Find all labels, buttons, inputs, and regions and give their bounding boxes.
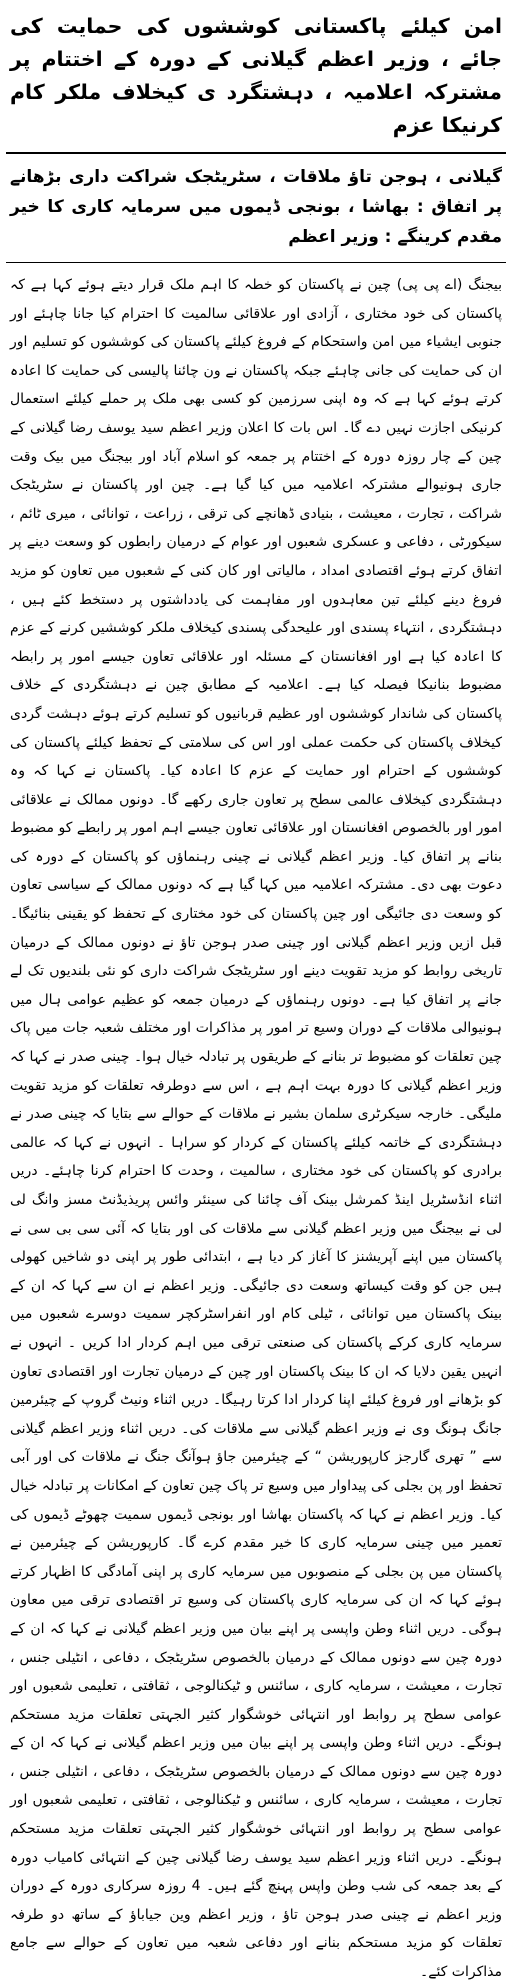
headline-divider [6,152,506,154]
article-body: بیجنگ (اے پی پی) چین نے پاکستان کو خطہ کا اہم ملک قرار دیتے ہوئے کہا ہے کہ پاکستان کی خود مختاری ، آزادی اور علاقائی سالمیت کا احترام کیا جانا چاہئے اور جنوبی ایشیاء میں امن واستحکام کے فروغ کیلئے پاکستان کی کوششوں کو تسلیم اور ان کی حمایت کی جانی چاہئے جبکہ پاکستان نے ون چائنا پالیسی کی حمایت کا اعادہ کرتے ہوئے کہا ہے کہ وہ اپنی سرزمین کو کسی بھی ملک پر حملے کیلئے استعمال کرنیکی اجازت نہیں دے گا۔ اس بات کا اعلان وزیر اعظم سید یوسف رضا گیلانی کے چین کے چار روزہ دورہ کے اختتام پر جمعہ کو اسلام آباد اور بیجنگ میں بیک وقت جاری ہونیوالے مشترکہ اعلامیہ میں کیا گیا ہے۔ چین اور پاکستان نے سٹریٹجک شراکت ، تجارت ، معیشت ، بنیادی ڈھانچے کی ترقی ، زراعت ، توانائی ، میری ٹائم ، سیکورٹی ، دفاعی و عسکری شعبوں اور عوام کے درمیان رابطوں کو وسعت دینے پر اتفاق کرتے ہوئے اقتصادی امداد ، مالیاتی اور کان کنی کے شعبوں میں تعاون کو مزید فروغ دینے کیلئے تین معاہدوں اور مفاہمت کی یادداشتوں پر دستخط کئے ہیں ، دہشتگردی ، انتہاء پسندی اور علیحدگی پسندی کیخلاف ملکر کوششیں کرنے کے عزم کا اعادہ کیا ہے اور افغانستان کے مسئلہ اور علاقائی تعاون جیسے امور پر رابطہ مضبوط بنانیکا فیصلہ کیا ہے۔ اعلامیہ کے مطابق چین نے دہشتگردی کے خلاف پاکستان کی شاندار کوششوں اور عظیم قربانیوں کو تسلیم کرتے ہوئے دہشت گردی کیخلاف پاکستان کی حکمت عملی اور اس کی سلامتی کے تحفظ کیلئے پاکستان کی کوششوں کے احترام اور حمایت کے عزم کا اعادہ کیا۔ پاکستان نے کہا کہ وہ دہشتگردی کیخلاف عالمی سطح پر تعاون جاری رکھے گا۔ دونوں ممالک نے علاقائی امور اور بالخصوص افغانستان اور علاقائی تعاون جیسے اہم امور پر رابطے کو مضبوط بنانے پر اتفاق کیا۔ وزیر اعظم گیلانی نے چینی رہنماؤں کو پاکستان کے دورہ کی دعوت بھی دی۔ مشترکہ اعلامیہ میں کہا گیا ہے کہ دونوں ممالک کے سیاسی تعاون کو وسعت دی جائیگی اور چین پاکستان کی خود مختاری کے تحفظ کو یقینی بنائیگا۔ قبل ازیں وزیر اعظم گیلانی اور چینی صدر ہوجن تاؤ نے دونوں ممالک کے درمیان تاریخی روابط کو مزید تقویت دینے اور سٹریٹجک شراکت داری کو نئی بلندیوں تک لے جانے پر اتفاق کیا ہے۔ دونوں رہنماؤں کے درمیان جمعہ کو عظیم عوامی ہال میں ہونیوالی ملاقات کے دوران وسیع تر امور پر مذاکرات اور مختلف شعبہ جات میں پاک چین تعلقات کو مضبوط تر بنانے کے طریقوں پر تبادلہ خیال ہوا۔ چینی صدر نے کہا کہ وزیر اعظم گیلانی کا دورہ بہت اہم ہے ، اس سے دوطرفہ تعلقات کو مزید تقویت ملیگی۔ خارجہ سیکرٹری سلمان بشیر نے ملاقات کے حوالے سے بتایا کہ چینی صدر نے دہشتگردی کے خاتمہ کیلئے پاکستان کے کردار کو سراہا ۔ انہوں نے کہا کہ عالمی برادری کو پاکستان کی خود مختاری ، سالمیت ، وحدت کا احترام کرنا چاہئے۔ دریں اثناء انڈسٹریل اینڈ کمرشل بینک آف چائنا کی سینئر وائس پریذیڈنٹ مسز وانگ لی لی نے بیجنگ میں وزیر اعظم گیلانی سے ملاقات کی اور بتایا کہ آئی سی بی سی نے پاکستان میں اپنے آپریشنز کا آغاز کر دیا ہے ، ابتدائی طور پر اپنی دو شاخیں کھولی ہیں جن کو وقت کیساتھ وسعت دی جائیگی۔ وزیر اعظم نے ان سے کہا کہ ان کے بینک پاکستان میں توانائی ، ٹیلی کام اور انفراسٹرکچر سمیت دوسرے شعبوں میں سرمایہ کاری کرکے پاکستان کی صنعتی ترقی میں اہم کردار ادا کریں ۔ انہوں نے انہیں یقین دلایا کہ ان کا بینک پاکستان اور چین کے درمیان تجارت اور اقتصادی تعاون کو بڑھانے اور فروغ کیلئے اپنا کردار ادا کرتا رہیگا۔ دریں اثناء ونیٹ گروپ کے چیئرمین جانگ ہونگ وی نے وزیر اعظم گیلانی سے ملاقات کی۔ دریں اثناء وزیر اعظم گیلانی سے ” تھری گارجز کارپوریشن “ کے چیئرمین جاؤ ہوآنگ جنگ نے ملاقات کی اور آبی تحفظ اور پن بجلی کی پیداوار میں وسیع تر پاک چین تعاون کے امکانات پر تبادلہ خیال کیا۔ وزیر اعظم نے کہا کہ پاکستان بھاشا اور بونجی ڈیموں سمیت چھوٹے ڈیموں کی تعمیر میں چینی سرمایہ کاری کا خیر مقدم کرے گا۔ کارپوریشن کے چیئرمین نے پاکستان میں پن بجلی کے منصوبوں میں سرمایہ کاری پر اپنی آمادگی کا اظہار کرتے ہوئے کہا کہ ان کی سرمایہ کاری پاکستان کی وسیع تر اقتصادی ترقی میں معاون ہوگی۔ دریں اثناء وطن واپسی پر اپنے بیان میں وزیر اعظم گیلانی نے کہا کہ ان کے دورہ چین سے دونوں ممالک کے درمیان بالخصوص سٹریٹجک ، دفاعی ، انٹیلی جنس ، تجارت ، معیشت ، سرمایہ کاری ، سائنس و ٹیکنالوجی ، ثقافتی ، تعلیمی شعبوں اور عوامی سطح پر روابط اور انتہائی خوشگوار کثیر الجہتی تعلقات مزید مستحکم ہونگے۔ دریں اثناء وطن واپسی پر اپنے بیان میں وزیر اعظم گیلانی نے کہا کہ ان کے دورہ چین سے دونوں ممالک کے درمیان بالخصوص سٹریٹجک ، دفاعی ، انٹیلی جنس ، تجارت ، معیشت ، سرمایہ کاری ، سائنس و ٹیکنالوجی ، ثقافتی ، تعلیمی شعبوں اور عوامی سطح پر روابط اور انتہائی خوشگوار کثیر الجہتی تعلقات مزید مستحکم ہونگے۔ دریں اثناء وزیر اعظم سید یوسف رضا گیلانی چین کے انتہائی کامیاب دورہ کے بعد جمعہ کی شب وطن واپس پہنچ گئے ہیں۔ 4 روزہ سرکاری دورہ کے دوران وزیر اعظم نے چینی صدر ہوجن تاؤ ، وزیر اعظم وین جیاباؤ کے ساتھ دو طرفہ تعلقات کو مزید مستحکم بنانے اور دفاعی شعبہ میں تعاون کے حوالے سے جامع مذاکرات کئے۔ [10,277,502,1981]
headline: امن کیلئے پاکستانی کوششوں کی حمایت کی جائے ، وزیر اعظم گیلانی کے دورہ کے اختتام پر مشترکہ اعلامیہ ، دہشتگرد ی کیخلاف ملکر کام کرنیکا عزم [10,14,502,137]
subheadline-divider [6,262,506,263]
subheadline: گیلانی ، ہوجن تاؤ ملاقات ، سٹریٹجک شراکت داری بڑھانے پر اتفاق : بھاشا ، بونجی ڈیموں میں سرمایہ کاری کا خیر مقدم کرینگے : وزیر اعظم [10,167,502,247]
